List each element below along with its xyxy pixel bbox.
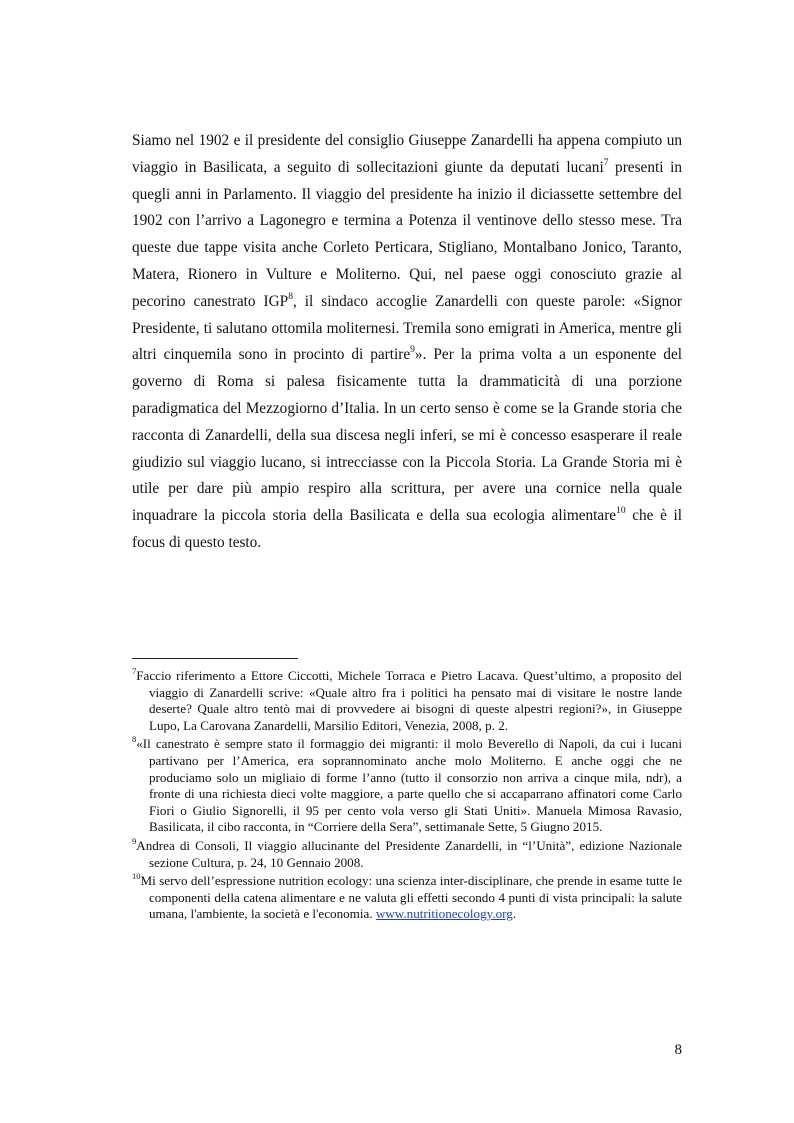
footnote-text: Andrea di Consoli, Il viaggio allucinante del Presidente Zanardelli, in “l’Unità”, edizione Nazionale sezione Cultura, p. 24, 10 Gennaio 2008. xyxy=(136,837,682,870)
footnote-number: 10 xyxy=(132,870,141,881)
body-text-part: ». Per la prima volta a un esponente del governo di Roma si palesa fisicamente tutta la drammaticità di una porzione paradigmatica del Mezzogiorno d’Italia. In un certo senso è come se la Grande storia che racconta di Zanardelli, della sua discesa negli inferi, se mi è concesso esasperare il reale giudizio sul viaggio lucano, si intrecciasse con la Piccola Storia. La Grande Storia mi è utile per dare più ampio respiro alla scrittura, per avere una cornice nella quale inquadrare la piccola storia della Basilicata e della sua ecologia alimentare xyxy=(132,346,682,525)
footnote-text-end: . xyxy=(512,906,517,922)
footnotes-section xyxy=(132,665,682,925)
footnote-number: 8 xyxy=(132,734,137,745)
footnote-10 xyxy=(132,870,682,923)
page-number: 8 xyxy=(674,1042,682,1058)
footnote-text: Mi servo dell’espressione nutrition ecology: una scienza inter-disciplinare, che prende in esame tutte le componenti della catena alimentare e ne valuta gli effetti secondo 4 punti di vista principali: la salute umana, l'ambiente, la società e l'economia. xyxy=(140,873,682,922)
footnote-text: Faccio riferimento a Ettore Ciccotti, Michele Torraca e Pietro Lacava. Quest’ultimo, a proposito del viaggio di Zanardelli scrive: «Quale altro fra i politici ha pensato mai di visitare le nostre lande deserte? Quale altro tentò mai di provvedere ai bisogni di queste alpestri regioni?», in Giuseppe Lupo, La Carovana Zanardelli, Marsilio Editori, Venezia, 2008, p. 2. xyxy=(136,668,682,733)
footnote-ref-9[interactable]: 9 xyxy=(410,345,415,356)
main-paragraph xyxy=(132,128,682,557)
footnote-number: 7 xyxy=(132,665,137,676)
footnote-8 xyxy=(132,736,682,836)
footnote-text: «Il canestrato è sempre stato il formaggio dei migranti: il molo Beverello di Napoli, da cui i lucani partivano per l’America, era soprannominato anche molo Moliterno. E anche oggi che ne produciamo solo un migliaio di forme l’anno (tutto il consorzio non arriva a cinque mila, ndr), a fronte di una richiesta dieci volte maggiore, a parte quello che si accaparrano affinatori come Carlo Fiori o Giulio Signorelli, il 95 per cento vola verso gli Stati Uniti». Manuela Mimosa Ravasio, Basilicata, il cibo racconta, in “Corriere della Sera”, settimanale Sette, 5 Giugno 2015. xyxy=(136,736,682,835)
footnote-7 xyxy=(132,665,682,734)
footnote-number: 9 xyxy=(132,835,137,846)
footnote-9 xyxy=(132,835,682,871)
body-text-part: , il sindaco accoglie Zanardelli con queste parole: «Signor Presidente, ti salutano ottomila moliternesi. Tremila sono emigrati in America, mentre gli altri cinquemila sono in procinto di partire xyxy=(132,292,682,364)
body-text-part: Siamo nel 1902 e il presidente del consiglio Giuseppe Zanardelli ha appena compiuto un viaggio in Basilicata, a seguito di sollecitazioni giunte da deputati lucani xyxy=(132,132,682,176)
body-text-part: che è il focus di questo testo. xyxy=(132,507,682,551)
nutrition-ecology-link[interactable]: www.nutritionecology.org xyxy=(375,906,513,922)
body-text-part: presenti in quegli anni in Parlamento. Il viaggio del presidente ha inizio il diciassette settembre del 1902 con l’arrivo a Lagonegro e termina a Potenza il ventinove dello stesso mese. Tra queste due tappe visita anche Corleto Perticara, Stigliano, Montalbano Jonico, Taranto, Matera, Rionero in Vulture e Moliterno. Qui, nel paese oggi conosciuto grazie al pecorino canestrato IGP xyxy=(132,158,682,310)
footnote-ref-8[interactable]: 8 xyxy=(288,291,293,302)
footnote-divider xyxy=(132,658,298,659)
footnote-ref-7[interactable]: 7 xyxy=(603,157,609,168)
footnote-ref-10[interactable]: 10 xyxy=(616,506,626,517)
